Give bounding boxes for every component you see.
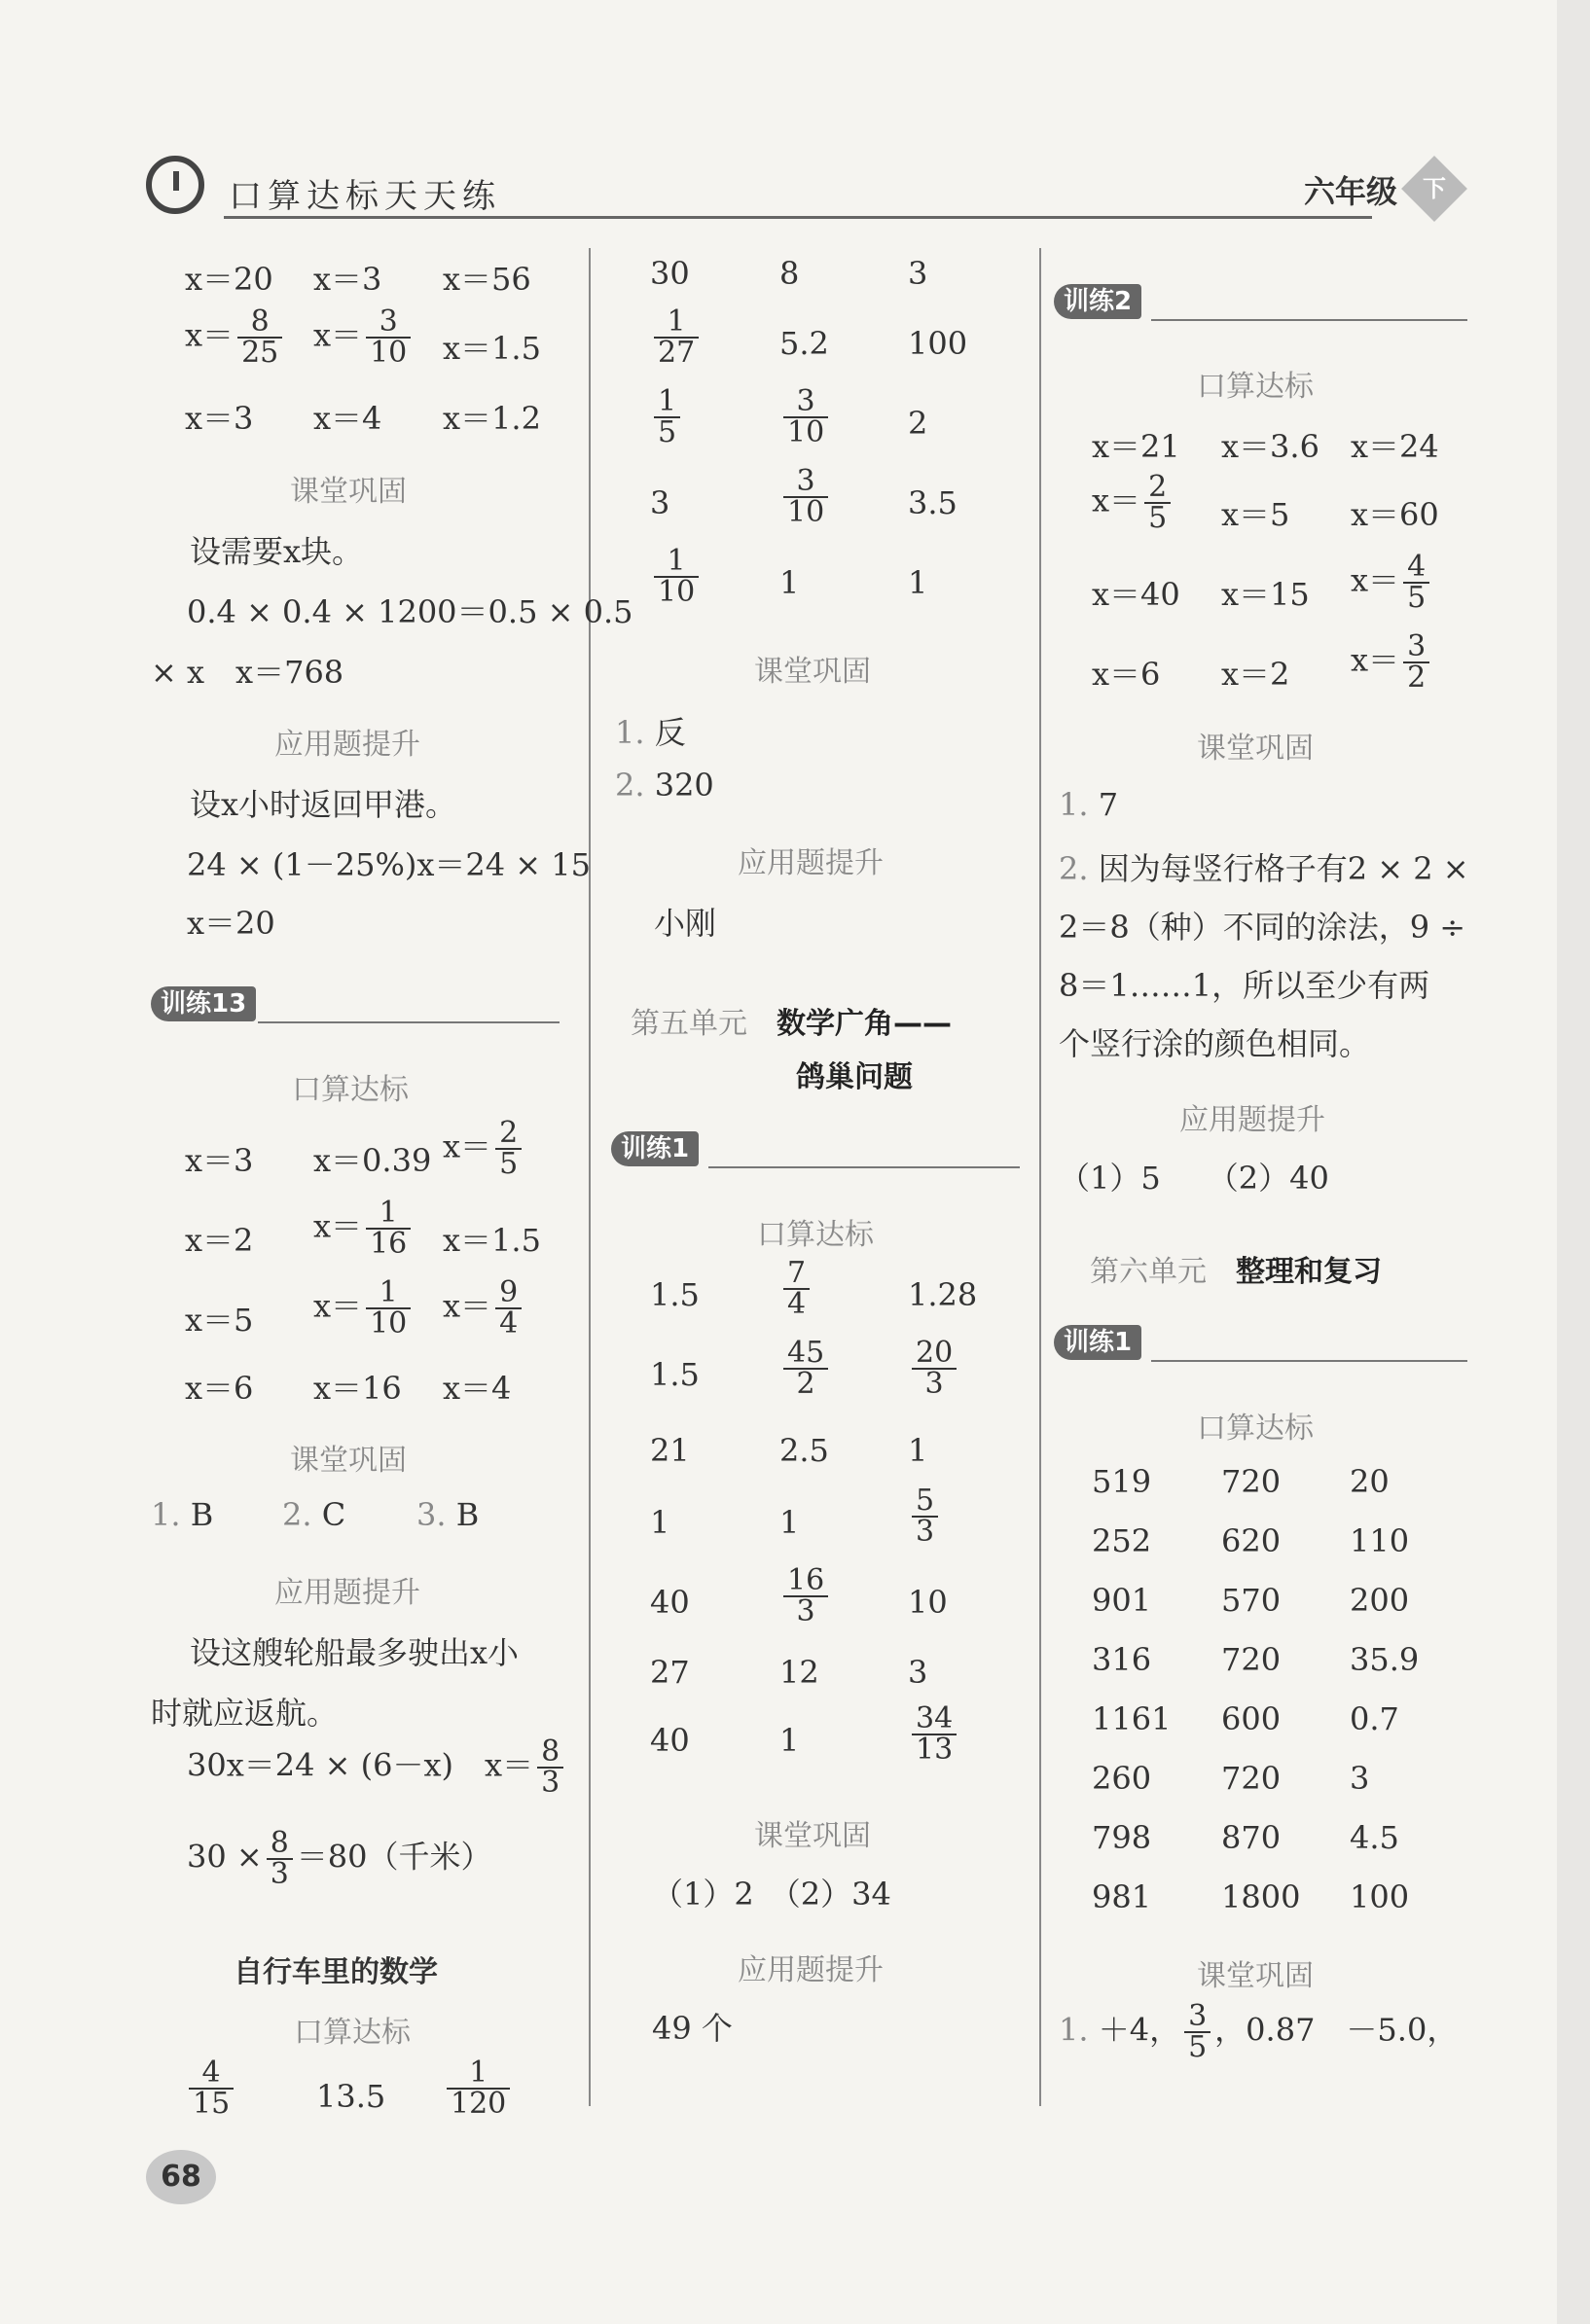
banner-rule — [258, 1021, 560, 1023]
answer: x＝21 — [1092, 428, 1180, 465]
fraction — [654, 384, 680, 449]
answer: 320 — [654, 767, 714, 804]
fraction — [447, 2058, 510, 2119]
header-rule — [224, 216, 1372, 219]
grid-cell: 8 — [779, 255, 800, 292]
denominator: 10 — [370, 336, 408, 370]
fraction — [366, 304, 411, 370]
answer: x＝3 — [313, 261, 382, 298]
mc-answer — [282, 1496, 345, 1533]
denominator: 5 — [658, 415, 677, 449]
denominator: 4 — [499, 1306, 519, 1341]
denominator: 3 — [924, 1367, 944, 1401]
numerator: 8 — [267, 1829, 293, 1860]
fraction — [1184, 1999, 1211, 2064]
grid-cell: 260 — [1092, 1760, 1152, 1797]
grid-cell: 21 — [650, 1432, 690, 1469]
answer: x＝2 — [185, 1222, 254, 1259]
answer: 反 — [654, 714, 686, 751]
column-divider-2 — [1039, 248, 1041, 2106]
question-number: 1. — [615, 714, 645, 751]
numerator: 1 — [654, 547, 699, 578]
numerator: 3 — [1184, 2002, 1211, 2033]
fraction — [912, 1486, 938, 1547]
grid-cell: 1 — [650, 1504, 670, 1541]
mc-answer — [416, 1496, 479, 1533]
grid-cell: 100 — [908, 325, 968, 362]
answer-line: （1）5 （2）40 — [1059, 1160, 1329, 1197]
alarm-clock-icon — [146, 156, 204, 214]
answer: x＝ — [1351, 561, 1400, 599]
section-heading: 课堂巩固 — [1197, 732, 1314, 766]
unit-heading — [631, 999, 952, 1042]
fraction — [366, 1198, 411, 1259]
grid-cell: 570 — [1221, 1582, 1282, 1619]
question-number: 1. — [151, 1496, 181, 1533]
grid-cell: 870 — [1221, 1819, 1282, 1856]
equation: 30x＝24 × (6－x) x＝ — [187, 1746, 534, 1784]
denominator: 3 — [796, 1594, 815, 1628]
eq-row — [313, 1364, 402, 1409]
question-number: 2. — [1059, 850, 1089, 887]
eq-row — [443, 1275, 525, 1341]
equation: ＝80（千米） — [296, 1838, 492, 1876]
eq-row — [185, 1296, 253, 1341]
answer: x＝3 — [185, 1142, 254, 1179]
fraction — [912, 1336, 957, 1401]
answer: x＝60 — [1351, 496, 1439, 533]
section-heading: 口算达标 — [294, 2016, 411, 2050]
denominator: 3 — [916, 1515, 935, 1549]
fraction — [495, 1116, 522, 1181]
answer-line: （1）2 （2）34 — [652, 1876, 891, 1913]
grid-cell: 252 — [1092, 1522, 1152, 1559]
denominator: 15 — [193, 2087, 231, 2121]
answer: x＝ — [1092, 482, 1141, 519]
section-heading: 应用题提升 — [274, 728, 420, 762]
answer: x＝6 — [185, 1370, 254, 1407]
calc-row — [185, 2058, 237, 2119]
question-number: 2. — [615, 767, 645, 804]
grid-cell: 10 — [908, 1584, 948, 1621]
fraction — [189, 2058, 234, 2119]
grid-cell: 2 — [908, 405, 928, 442]
answer-line — [1059, 786, 1118, 823]
section-heading: 课堂巩固 — [754, 655, 871, 689]
answer: x＝5 — [1221, 496, 1290, 533]
text-line: 0.4 × 0.4 × 1200＝0.5 × 0.5 — [187, 593, 633, 630]
text-line: 24 × (1－25%)x＝24 × 15 — [187, 846, 591, 883]
calc-row — [316, 2078, 385, 2115]
numerator: 20 — [912, 1339, 957, 1370]
answer: B — [455, 1496, 480, 1533]
training-banner — [151, 986, 560, 1023]
eq-row — [443, 255, 531, 300]
text-line — [187, 1826, 492, 1891]
answer: x＝1.2 — [443, 400, 541, 437]
text-line: 设x小时返回甲港。 — [190, 786, 457, 823]
grid-cell: 981 — [1092, 1878, 1152, 1915]
answer: x＝20 — [185, 261, 273, 298]
text-line: × x x＝768 — [151, 654, 344, 691]
answer-line: 个竖行涂的颜色相同。 — [1059, 1025, 1371, 1062]
denominator: 10 — [370, 1306, 408, 1341]
eq-row — [443, 1116, 525, 1181]
answer: x＝16 — [313, 1370, 402, 1407]
calc-row — [443, 2058, 514, 2119]
training-banner — [1054, 284, 1467, 321]
eq-row — [185, 1136, 253, 1181]
page-number: 68 — [146, 2150, 216, 2204]
fraction — [1144, 470, 1171, 535]
numerator: 1 — [654, 387, 680, 418]
eq-row — [1221, 570, 1310, 615]
answer: x＝6 — [1092, 656, 1161, 693]
grid-cell — [908, 1486, 942, 1547]
term-badge — [1401, 156, 1467, 222]
grid-cell: 0.7 — [1350, 1700, 1399, 1737]
banner-rule — [1151, 319, 1467, 321]
fraction — [783, 464, 828, 529]
grid-cell: 1 — [779, 564, 800, 601]
text-line: 设这艘轮船最多驶出x小 — [190, 1634, 520, 1671]
equation: 30 × — [187, 1838, 263, 1876]
banner-rule — [1151, 1360, 1467, 1362]
grid-cell: 3 — [908, 255, 928, 292]
grid-cell: 20 — [1350, 1463, 1390, 1500]
section-heading: 口算达标 — [292, 1073, 409, 1107]
numerator: 8 — [237, 307, 282, 339]
answer-text: 因为每竖行格子有2 × 2 × — [1098, 850, 1469, 887]
numerator: 1 — [654, 307, 699, 339]
grid-cell: 600 — [1221, 1700, 1282, 1737]
section-heading: 课堂巩固 — [754, 1819, 871, 1853]
denominator: 4 — [787, 1287, 807, 1321]
answer: x＝1.5 — [443, 330, 541, 367]
section-heading: 课堂巩固 — [1197, 1959, 1314, 1993]
answer: x＝ — [443, 1287, 492, 1325]
denominator: 5 — [1407, 581, 1427, 615]
unit-title: 整理和复习 — [1236, 1255, 1382, 1289]
denominator: 5 — [499, 1147, 519, 1181]
grid-cell: 3.5 — [908, 484, 958, 521]
grid-cell: 316 — [1092, 1641, 1152, 1678]
eq-row — [185, 394, 253, 439]
grid-cell: 100 — [1350, 1878, 1410, 1915]
section-heading: 口算达标 — [1197, 370, 1314, 404]
denominator: 2 — [1407, 661, 1427, 695]
section-heading: 口算达标 — [1197, 1412, 1314, 1446]
numerator: 3 — [783, 467, 828, 498]
answer: 7 — [1098, 786, 1119, 823]
fraction — [237, 304, 282, 370]
numerator: 2 — [495, 1119, 522, 1150]
answer: x＝24 — [1351, 428, 1439, 465]
grid-cell: 798 — [1092, 1819, 1152, 1856]
unit-number: 第五单元 — [631, 1007, 747, 1041]
grid-cell — [908, 1336, 960, 1401]
section-heading: 应用题提升 — [274, 1576, 420, 1610]
question-number: 1. — [1059, 2011, 1089, 2049]
unit-heading-line2 — [796, 1053, 913, 1095]
unit-title: 鸽巢问题 — [796, 1060, 913, 1094]
numerator: 1 — [366, 1278, 411, 1309]
question-number: 1. — [1059, 786, 1089, 823]
training-tag: 训练2 — [1054, 284, 1141, 319]
grid-cell: 12 — [779, 1654, 819, 1691]
numerator: 4 — [1403, 553, 1429, 584]
grid-cell: 3 — [908, 1654, 928, 1691]
denominator: 3 — [541, 1766, 560, 1800]
numerator: 8 — [537, 1737, 563, 1769]
grid-cell: 519 — [1092, 1463, 1152, 1500]
grid-cell: 901 — [1092, 1582, 1152, 1619]
numerator: 7 — [783, 1259, 810, 1290]
numerator: 34 — [912, 1704, 957, 1735]
denominator: 25 — [241, 336, 279, 370]
fraction — [267, 1826, 293, 1891]
eq-row — [313, 394, 381, 439]
answer: x＝40 — [1092, 576, 1180, 613]
grid-cell — [650, 544, 703, 609]
grid-cell: 3 — [650, 484, 670, 521]
section-heading: 应用题提升 — [1179, 1103, 1325, 1137]
fraction — [1403, 629, 1429, 695]
eq-row — [1221, 650, 1289, 695]
training-tag: 训练1 — [611, 1131, 699, 1166]
eq-row — [1221, 490, 1289, 535]
eq-row — [1092, 650, 1160, 695]
eq-row — [313, 304, 415, 370]
eq-row — [443, 1216, 541, 1261]
topic-title: 自行车里的数学 — [234, 1955, 438, 1989]
grid-cell: 720 — [1221, 1641, 1282, 1678]
banner-rule — [708, 1166, 1020, 1168]
numerator: 1 — [447, 2058, 510, 2090]
eq-row — [1221, 422, 1319, 467]
answer-line — [1059, 1999, 1459, 2064]
denominator: 10 — [658, 575, 696, 609]
numerator: 1 — [366, 1198, 411, 1230]
eq-row — [185, 304, 286, 370]
answer: B — [190, 1496, 214, 1533]
fraction — [1403, 550, 1429, 615]
section-heading: 口算达标 — [757, 1218, 874, 1252]
grid-cell: 40 — [650, 1722, 690, 1759]
denominator: 2 — [796, 1367, 815, 1401]
question-number: 2. — [282, 1496, 312, 1533]
grid-cell — [650, 384, 684, 449]
fraction — [366, 1275, 411, 1341]
eq-row — [1092, 570, 1180, 615]
grid-cell: 720 — [1221, 1760, 1282, 1797]
eq-row — [1351, 490, 1439, 535]
answer: C — [321, 1496, 346, 1533]
fraction — [783, 1563, 828, 1628]
unit-heading — [1090, 1247, 1382, 1290]
grid-cell — [650, 304, 703, 370]
numerator: 16 — [783, 1566, 828, 1597]
answer-line: 小刚 — [654, 905, 717, 942]
eq-row — [313, 255, 381, 300]
eq-row — [1092, 470, 1174, 535]
grid-cell: 1.5 — [650, 1356, 700, 1393]
numerator: 9 — [495, 1278, 522, 1309]
section-heading: 课堂巩固 — [290, 475, 407, 509]
answer: x＝ — [443, 1127, 492, 1165]
answer: x＝ — [313, 316, 363, 354]
grid-cell: 3 — [1350, 1760, 1370, 1797]
answer: x＝2 — [1221, 656, 1290, 693]
denominator: 10 — [787, 415, 825, 449]
fraction — [537, 1734, 563, 1800]
text-line — [187, 1734, 567, 1800]
grid-cell — [779, 1336, 832, 1401]
mc-answer — [151, 1496, 213, 1533]
grid-cell: 4.5 — [1350, 1819, 1399, 1856]
answer: x＝ — [313, 1287, 363, 1325]
answer-text: ＋4， — [1098, 2011, 1181, 2049]
eq-row — [1351, 422, 1439, 467]
eq-row — [443, 1364, 511, 1409]
answer: x＝4 — [443, 1370, 512, 1407]
denominator: 5 — [1148, 501, 1168, 535]
answer-line — [1059, 844, 1469, 889]
grid-cell — [779, 1256, 813, 1321]
grid-cell: 27 — [650, 1654, 690, 1691]
denominator: 5 — [1188, 2030, 1208, 2064]
grid-cell: 620 — [1221, 1522, 1282, 1559]
eq-row — [185, 1364, 253, 1409]
question-number: 3. — [416, 1496, 447, 1533]
eq-row — [1351, 550, 1433, 615]
denominator: 27 — [658, 336, 696, 370]
denominator: 3 — [270, 1857, 289, 1891]
numerator: 3 — [1403, 632, 1429, 663]
grade-label: 六年级 — [1304, 173, 1398, 210]
answer-line — [615, 767, 714, 804]
denominator: 16 — [370, 1227, 408, 1261]
fraction — [783, 1336, 828, 1401]
grid-cell: 1 — [908, 564, 928, 601]
training-banner — [1054, 1325, 1467, 1362]
fraction — [654, 544, 699, 609]
answer: x＝0.39 — [313, 1142, 432, 1179]
fraction — [783, 384, 828, 449]
denominator: 13 — [916, 1733, 954, 1767]
fraction — [783, 1256, 810, 1321]
grid-cell — [779, 384, 832, 449]
answer: x＝3 — [185, 400, 254, 437]
grid-cell: 1 — [908, 1432, 928, 1469]
training-tag: 训练1 — [1054, 1325, 1141, 1360]
section-heading: 应用题提升 — [738, 846, 884, 880]
denominator: 10 — [787, 495, 825, 529]
grid-cell: 1800 — [1221, 1878, 1301, 1915]
answer: x＝4 — [313, 400, 382, 437]
answer: x＝ — [313, 1207, 363, 1245]
page-edge — [1557, 0, 1590, 2324]
grid-cell: 200 — [1350, 1582, 1410, 1619]
grid-cell — [779, 1563, 832, 1628]
answer: x＝15 — [1221, 576, 1310, 613]
eq-row — [313, 1198, 415, 1259]
numerator: 3 — [366, 307, 411, 339]
answer-text: ，0.87 －5.0， — [1214, 2011, 1459, 2049]
answer-line: 2＝8（种）不同的涂法，9 ÷ — [1059, 909, 1466, 946]
answer: x＝1.5 — [443, 1222, 541, 1259]
grid-cell: 1 — [779, 1504, 800, 1541]
grid-cell: 35.9 — [1350, 1641, 1420, 1678]
grid-cell — [908, 1701, 960, 1767]
section-heading: 课堂巩固 — [290, 1444, 407, 1478]
grid-cell: 5.2 — [779, 325, 829, 362]
fraction — [654, 304, 699, 370]
answer: x＝ — [185, 316, 235, 354]
numerator: 2 — [1144, 473, 1171, 504]
section-heading: 应用题提升 — [738, 1953, 884, 1987]
text-line: x＝20 — [187, 905, 275, 942]
eq-row — [443, 324, 541, 369]
training-banner — [611, 1131, 1020, 1168]
grid-cell: 30 — [650, 255, 690, 292]
grid-cell: 1 — [779, 1722, 800, 1759]
answer-line: 8＝1……1，所以至少有两 — [1059, 967, 1430, 1004]
text-line: 设需要x块。 — [190, 533, 364, 570]
unit-title: 数学广角—— — [777, 1007, 952, 1041]
training-tag: 训练13 — [151, 986, 256, 1021]
eq-row — [185, 1216, 253, 1261]
fraction — [912, 1701, 957, 1767]
grid-cell: 720 — [1221, 1463, 1282, 1500]
grid-cell — [779, 464, 832, 529]
fraction — [495, 1275, 522, 1341]
numerator: 5 — [912, 1486, 938, 1518]
term-badge-text: 下 — [1423, 174, 1446, 202]
grid-cell: 40 — [650, 1584, 690, 1621]
text-line: 时就应返航。 — [151, 1695, 339, 1732]
eq-row — [313, 1275, 415, 1341]
numerator: 3 — [783, 387, 828, 418]
column-divider-1 — [589, 248, 591, 2106]
answer: x＝3.6 — [1221, 428, 1319, 465]
grid-cell: 1.5 — [650, 1276, 700, 1313]
book-title: 口算达标天天练 — [229, 177, 501, 216]
denominator: 120 — [451, 2087, 507, 2121]
eq-row — [1351, 629, 1433, 695]
grid-cell: 110 — [1350, 1522, 1410, 1559]
answer-line — [615, 708, 686, 753]
grid-cell: 1161 — [1092, 1700, 1172, 1737]
eq-row — [443, 394, 541, 439]
numerator: 45 — [783, 1339, 828, 1370]
page-header — [146, 156, 1469, 224]
eq-row — [1092, 422, 1180, 467]
answer: x＝56 — [443, 261, 531, 298]
numerator: 4 — [189, 2058, 234, 2090]
grid-cell: 2.5 — [779, 1432, 829, 1469]
answer-line: 49 个 — [652, 2010, 733, 2047]
grid-cell: 1.28 — [908, 1276, 978, 1313]
eq-row — [313, 1136, 431, 1181]
answer: x＝ — [1351, 641, 1400, 679]
unit-number: 第六单元 — [1090, 1255, 1207, 1289]
answer: 13.5 — [316, 2078, 386, 2115]
eq-row — [185, 255, 273, 300]
answer: x＝5 — [185, 1302, 254, 1339]
